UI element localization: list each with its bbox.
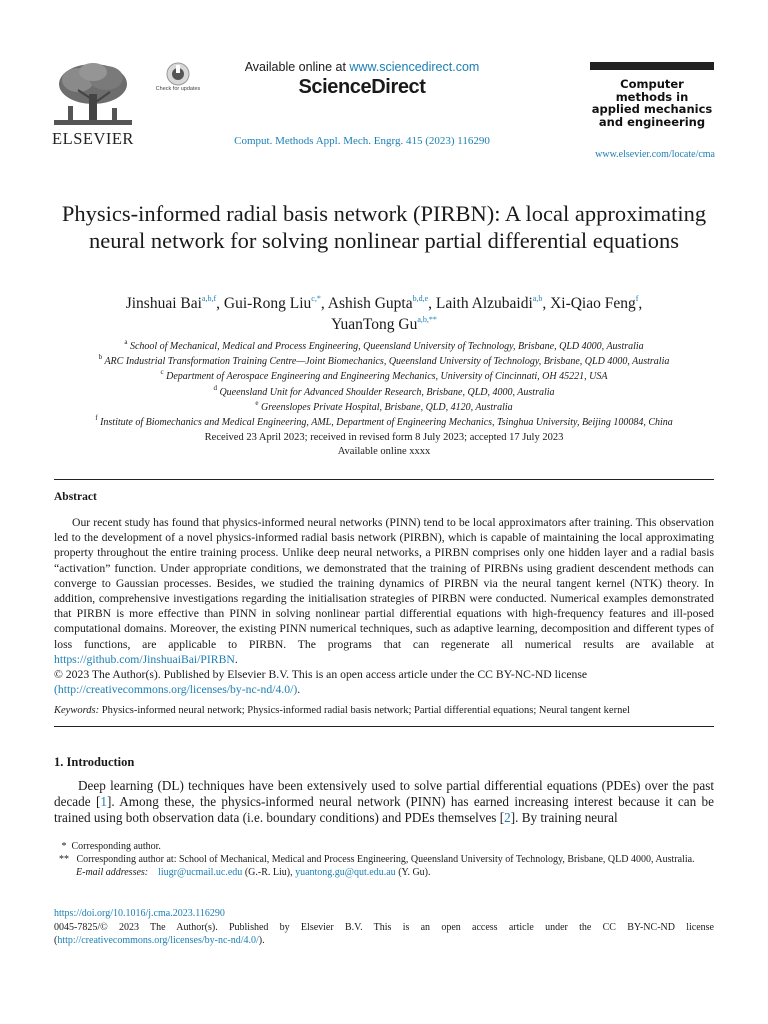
crossmark-label: Check for updates xyxy=(155,86,201,92)
copyright-notice: © 2023 The Author(s). Published by Elsevier B.V. This is an open access article under the CC BY-NC-ND license (http://creativecommons.org/licenses/by-nc-nd/4.0/). xyxy=(54,668,588,697)
keywords-text: Physics-informed neural network; Physics-informed radial basis network; Partial differential equations; Neural tangent kernel xyxy=(101,705,630,716)
license-link[interactable]: http://creativecommons.org/licenses/by-nc-nd/4.0/ xyxy=(57,935,259,947)
affiliation: $^a$ School of Mechanical, Medical and Process Engineering, Queensland University of Technology, Brisbane, QLD 4000, Australia xyxy=(124,338,644,352)
elsevier-tree-logo xyxy=(50,60,136,128)
available-online: Available online xxxx xyxy=(337,446,431,457)
abstract-body: Our recent study has found that physics-informed neural networks (PINN) tend to be local approximators after training. This observation led to the development of a novel physics-informed radial basis network (PIRBN), which is capable of maintaining the local approximating property throughout the entire training process. Unlike deep neural networks, a PIRBN comprises only one hidden layer and a radial basis “activation” function. Under appropriate conditions, we demonstrated that the training of PIRBNs using gradient descendent methods can converge to Gaussian processes. Besides, we studied the training dynamics of PIRBN via the neural tangent kernel (NTK) theory. In addition, comprehensive investigations regarding the initialisation strategies of PIRBN were conducted. Numerical examples demonstrated that PIRBN is more effective than PINN in solving nonlinear partial differential equations with high-frequency features and ill-posed computational domains. Moreover, the existing PINN numerical techniques, such as adaptive learning, decomposition and different types of loss functions, are applicable to PIRBN. The programs that can regenerate all numerical results are available at https://github.com/JinshuaiBai/PIRBN. xyxy=(54,516,714,666)
affiliation-list xyxy=(40,339,728,430)
crossmark-icon[interactable] xyxy=(159,62,197,102)
divider xyxy=(54,726,714,727)
author: YuanTong $Gu^{a,b,**}$ xyxy=(331,315,437,333)
affiliation: $^b$ ARC Industrial Transformation Training Centre—Joint Biomechanics, Queensland University of Technology, Brisbane, QLD 4000, Australia xyxy=(98,353,670,368)
journal-citation[interactable]: Comput. Methods Appl. Mech. Engrg. 415 (2023) 116290 xyxy=(234,135,490,147)
abstract-heading: Abstract xyxy=(54,491,97,503)
author: Gui-Rong Liu$^{c,*}$ xyxy=(223,294,321,312)
article-history xyxy=(60,431,708,459)
platform-name: ScienceDirect xyxy=(298,76,426,98)
article-title: Physics-informed radial basis network (PIRBN): A local approximating neural network for solving nonlinear partial differential equations xyxy=(61,201,707,253)
author: Ashish Gupta$^{b,d,e}$ xyxy=(327,294,429,312)
affiliation: $^c$ Department of Aerospace Engineering and Engineering Mechanics, University of Cincinnati, OH 45221, USA xyxy=(160,368,608,383)
intro-paragraph: Deep learning (DL) techniques have been extensively used to solve partial differential equations (PDEs) over the past decade [1]. Among these, the physics-informed neural network (PINN) has earned increasing interest because it can be trained using both observation data (i.e. boundary conditions) and PDEs themselves [2]. By training neural xyxy=(54,778,714,825)
received-dates: Received 23 April 2023; received in revised form 8 July 2023; accepted 17 July 2023 xyxy=(204,432,564,443)
footnote: * Corresponding author. xyxy=(61,841,161,852)
author-list: Jinshuai Bai$^{a,b,f}$, Gui-Rong Liu$^{c,*}$, Ashish Gupta$^{b,d,e}$, Laith Alzubaidi$^{a,b}$, Xi-Qiao Feng$^f$, YuanTong $Gu^{a,b,**}$ xyxy=(125,294,643,333)
code-repository-link[interactable]: https://github.com/JinshuaiBai/PIRBN xyxy=(54,652,235,666)
author: Jinshuai Bai$^{a,b,f}$ xyxy=(125,294,217,312)
keywords xyxy=(54,705,714,716)
reference-link[interactable]: 1 xyxy=(100,793,107,809)
journal-title: Computer methods in applied mechanics and engineering xyxy=(591,77,713,129)
divider xyxy=(54,479,714,480)
license-link[interactable]: (http://creativecommons.org/licenses/by-nc-nd/4.0/) xyxy=(54,683,298,697)
email-link[interactable]: liugr@ucmail.uc.edu xyxy=(158,867,243,878)
publisher-name: ELSEVIER xyxy=(52,129,134,148)
reference-link[interactable]: 2 xyxy=(504,809,511,825)
footnote: ** Corresponding author at: School of Mechanical, Medical and Process Engineering, Queensland University of Technology, Brisbane, QLD 4000, Australia. xyxy=(59,854,695,865)
affiliation: $^e$ Greenslopes Private Hospital, Brisbane, QLD, 4120, Australia xyxy=(255,398,513,413)
footnotes xyxy=(54,840,714,879)
author: Xi-Qiao Feng$^f$ xyxy=(550,294,639,312)
doi-link[interactable]: https://doi.org/10.1016/j.cma.2023.116290 xyxy=(54,908,225,919)
email-addresses: E-mail addresses: liugr@ucmail.uc.edu (G.-R. Liu), yuantong.gu@qut.edu.au (Y. Gu). xyxy=(76,867,431,878)
sciencedirect-link[interactable]: www.sciencedirect.com xyxy=(349,60,480,74)
affiliation: $^d$ Queensland Unit for Advanced Shoulder Research, Brisbane, QLD, 4000, Australia xyxy=(213,383,555,398)
email-link[interactable]: yuantong.gu@qut.edu.au xyxy=(295,867,396,878)
journal-url-link[interactable]: www.elsevier.com/locate/cma xyxy=(595,149,715,160)
author: Laith Alzubaidi$^{a,b}$ xyxy=(435,294,543,312)
issn-license: 0045-7825/© 2023 The Author(s). Published by Elsevier B.V. This is an open access article under the CC BY-NC-ND license (http://creativecommons.org/licenses/by-nc-nd/4.0/). xyxy=(54,921,714,947)
availability-line xyxy=(200,60,524,74)
affiliation: $^f$ Institute of Biomechanics and Medical Engineering, AML, Department of Engineering Mechanics, Tsinghua University, Beijing 100084, China xyxy=(95,414,673,429)
page-footer xyxy=(54,907,714,948)
keywords-label: Keywords: xyxy=(54,705,100,716)
availability-prefix: Available online at xyxy=(244,60,350,74)
section-heading: 1. Introduction xyxy=(54,755,135,769)
